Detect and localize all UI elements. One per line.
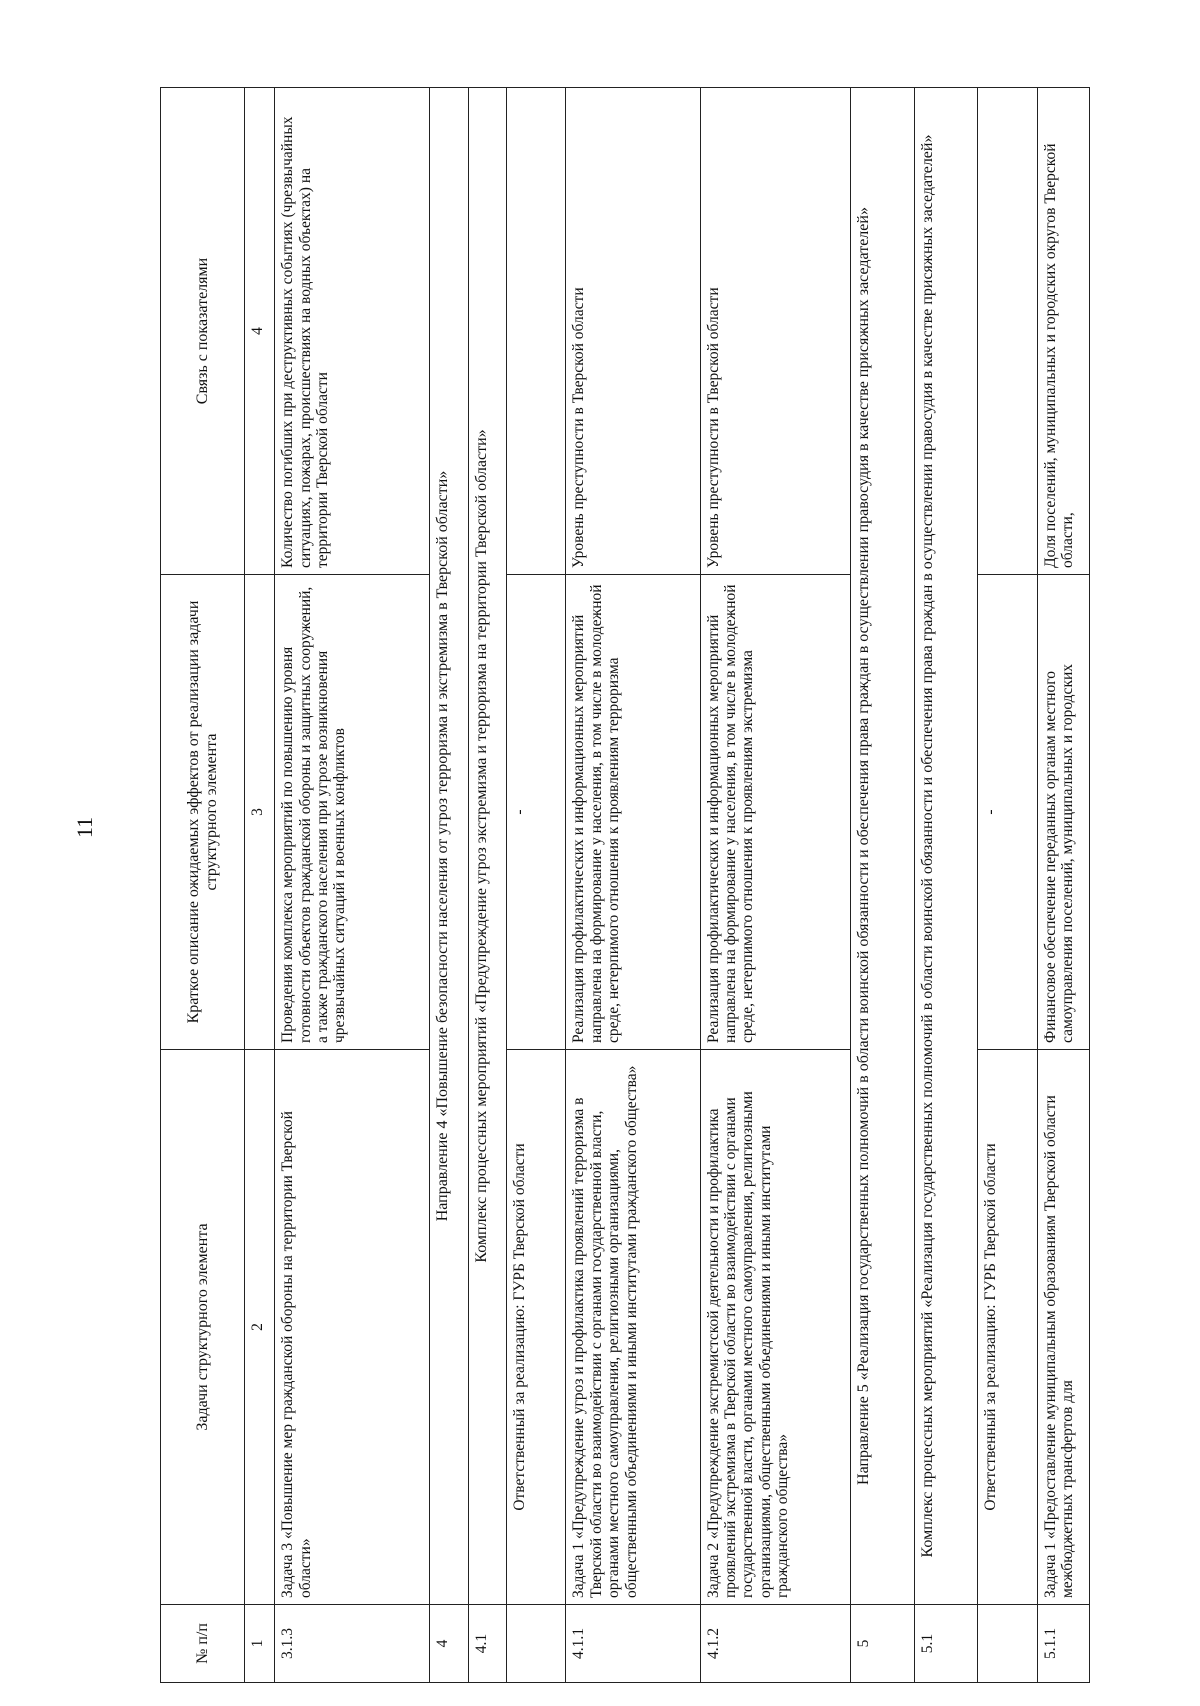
responsible-row (507, 88, 566, 1683)
index-cell: 4 (245, 88, 275, 575)
rotated-table-container (160, 88, 1090, 1683)
indicator-cell: Уровень преступности в Тверской области (700, 88, 850, 575)
table-row (566, 88, 700, 1683)
header-effects: Краткое описание ожидаемых эффектов от реализации задачи структурного элемента (161, 575, 245, 1050)
row-number: 3.1.3 (275, 1605, 430, 1683)
header-tasks: Задачи структурного элемента (161, 1050, 245, 1605)
header-number: № п/п (161, 1605, 245, 1683)
effect-cell: Реализация профилактических и информационных мероприятий направлена на формирование у населения, в том числе в молодежной среде, нетерпимого отношения к проявлениям терроризма (566, 575, 700, 1050)
index-cell: 2 (245, 1050, 275, 1605)
section-title: Комплекс процессных мероприятий «Реализация государственных полномочий в области воинской обязанности и обеспечения права граждан в осуществлении правосудия в качестве присяжных заседателей» (914, 88, 978, 1605)
empty-cell (507, 1605, 566, 1683)
row-number: 5.1 (914, 1605, 978, 1683)
row-number: 5.1.1 (1037, 1605, 1089, 1683)
effect-cell: Финансовое обеспечение переданных органам местного самоуправления поселений, муниципальных и городских (1037, 575, 1089, 1050)
table-row (700, 88, 850, 1683)
index-cell: 3 (245, 575, 275, 1050)
section-title: Направление 5 «Реализация государственных полномочий в области воинской обязанности и обеспечения права граждан в осуществлении правосудия в качестве присяжных заседателей» (850, 88, 914, 1605)
page-number: 11 (72, 816, 97, 838)
responsible-cell: Ответственный за реализацию: ГУРБ Тверской области (507, 1050, 566, 1605)
indicator-cell: Доля поселений, муниципальных и городских округов Тверской области, (1037, 88, 1089, 575)
row-number: 4.1.1 (566, 1605, 700, 1683)
index-row (245, 88, 275, 1683)
index-cell: 1 (245, 1605, 275, 1683)
header-indicators: Связь с показателями (161, 88, 245, 575)
responsible-cell: Ответственный за реализацию: ГУРБ Тверской области (978, 1050, 1037, 1605)
section-title: Направление 4 «Повышение безопасности населения от угроз терроризма и экстремизма в Тверской области» (429, 88, 468, 1605)
indicator-cell: Уровень преступности в Тверской области (566, 88, 700, 575)
row-number: 4.1 (468, 1605, 507, 1683)
effect-cell: Проведения комплекса мероприятий по повышению уровня готовности объектов гражданской обороны и защитных сооружений, а также гражданского населения при угрозе возникновения чрезвычайных ситуаций и военных конфликтов (275, 575, 430, 1050)
task-cell: Задача 2 «Предупреждение экстремистской деятельности и профилактика проявлений экстремизма в Тверской области во взаимодействии с органами государственной власти, органами местного самоуправления, религиозными организациями, общественными объединениями и иными институтами гражданского общества» (700, 1050, 850, 1605)
task-cell: Задача 1 «Предоставление муниципальным образованиям Тверской области межбюджетных трансфертов для (1037, 1050, 1089, 1605)
responsible-row (978, 88, 1037, 1683)
table-row (1037, 88, 1089, 1683)
header-row (161, 88, 245, 1683)
empty-cell (978, 1605, 1037, 1683)
indicator-cell: Количество погибших при деструктивных событиях (чрезвычайных ситуациях, пожарах, происшествиях на водных объектах) на территории Тверской области (275, 88, 430, 575)
task-cell: Задача 3 «Повышение мер гражданской обороны на территории Тверской области» (275, 1050, 430, 1605)
section-row (850, 88, 914, 1683)
row-number: 5 (850, 1605, 914, 1683)
table-row (275, 88, 430, 1683)
empty-cell (978, 88, 1037, 575)
effect-cell: Реализация профилактических и информационных мероприятий направлена на формирование у населения, в том числе в молодежной среде, нетерпимого отношения к проявлениям экстремизма (700, 575, 850, 1050)
dash-cell: - (507, 575, 566, 1050)
dash-cell: - (978, 575, 1037, 1050)
section-row (914, 88, 978, 1683)
row-number: 4.1.2 (700, 1605, 850, 1683)
section-row (468, 88, 507, 1683)
task-cell: Задача 1 «Предупреждение угроз и профилактика проявлений терроризма в Тверской области во взаимодействии с органами государственной власти, органами местного самоуправления, религиозными организациями, общественными объединениями и иными институтами гражданского общества» (566, 1050, 700, 1605)
tasks-table (160, 87, 1090, 1683)
empty-cell (507, 88, 566, 575)
row-number: 4 (429, 1605, 468, 1683)
section-row (429, 88, 468, 1683)
section-title: Комплекс процессных мероприятий «Предупреждение угроз экстремизма и терроризма на территории Тверской области» (468, 88, 507, 1605)
